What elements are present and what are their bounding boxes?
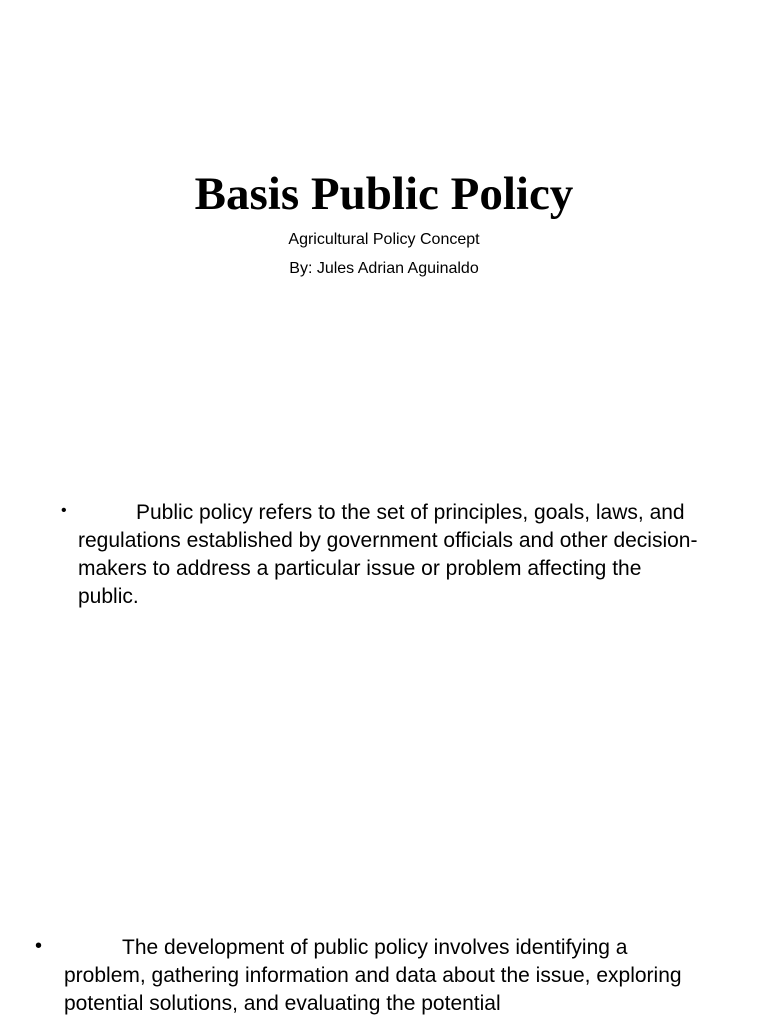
bullet-text: The development of public policy involves identifying a problem, gathering information and data about the issue, exploring potential solutions, and evaluating the potential xyxy=(64,936,682,1015)
page-title: Basis Public Policy xyxy=(194,168,574,220)
bullet-text: Public policy refers to the set of principles, goals, laws, and regulations established by government officials and other decision-makers to address a particular issue or problem affecting the public. xyxy=(78,501,698,608)
bullet-paragraph xyxy=(78,499,698,611)
document-author: By: Jules Adrian Aguinaldo xyxy=(289,260,479,277)
document-subtitle: Agricultural Policy Concept xyxy=(288,231,480,248)
bullet-marker: • xyxy=(35,935,43,957)
bullet-paragraph xyxy=(64,934,714,1018)
bullet-marker: • xyxy=(61,502,67,519)
